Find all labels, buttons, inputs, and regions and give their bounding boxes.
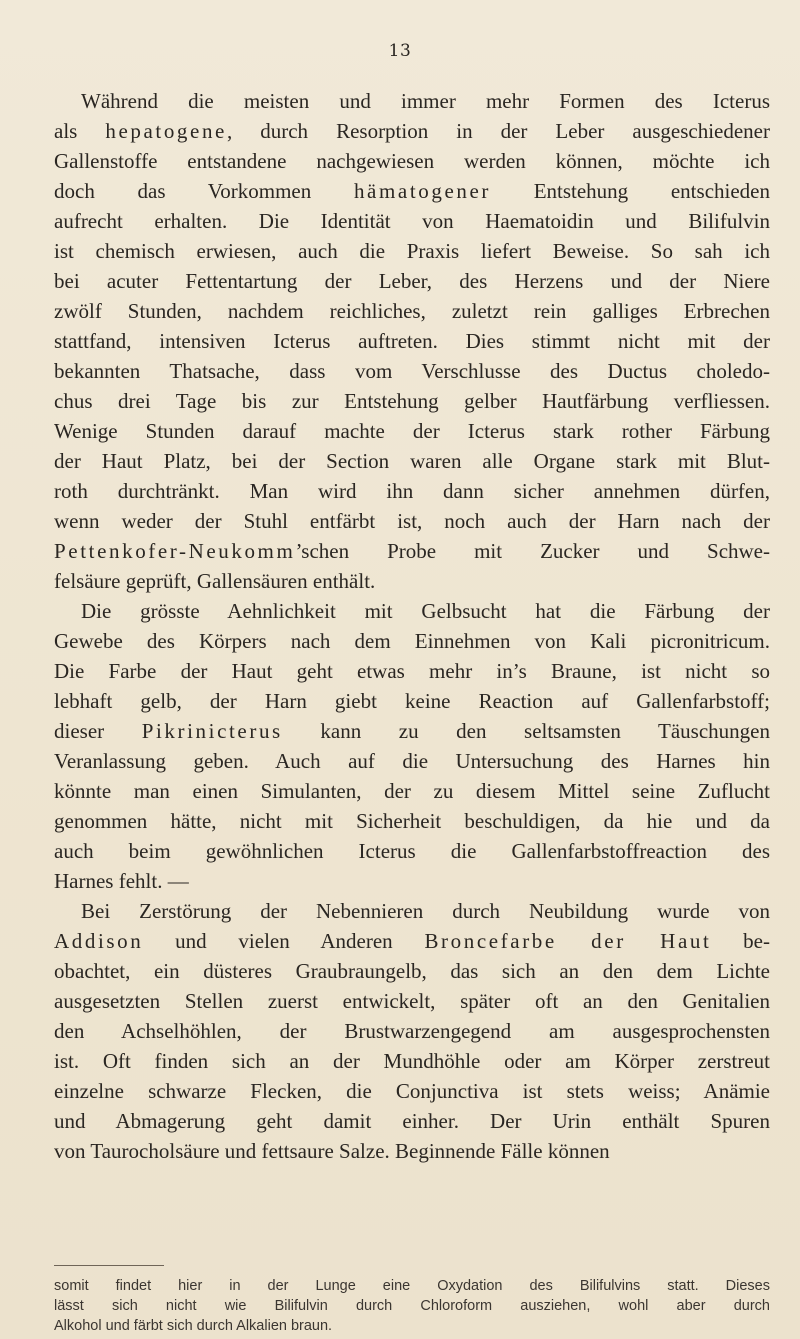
footnote-line: lässt sich nicht wie Bilifulvin durch Chloroform ausziehen, wohl aber durch	[54, 1298, 770, 1314]
text-line: Harnes fehlt. —	[54, 869, 189, 893]
spaced-emphasis: hepatogene	[105, 119, 227, 143]
text-line: auch beim gewöhnlichen Icterus die Gallenfarbstoffreaction des	[54, 839, 770, 863]
text-line: einzelne schwarze Flecken, die Conjunctiva ist stets weiss; Anämie	[54, 1079, 770, 1103]
text-segment: als	[54, 119, 106, 143]
text-segment: dieser	[54, 719, 142, 743]
text-line: Wenige Stunden darauf machte der Icterus stark rother Färbung	[54, 419, 770, 443]
spaced-emphasis: Broncefarbe der Haut	[424, 929, 712, 953]
text-line: ausgesetzten Stellen zuerst entwickelt, später oft an den Genitalien	[54, 989, 770, 1013]
text-line: Veranlassung geben. Auch auf die Untersuchung des Harnes hin	[54, 749, 770, 773]
text-segment: ’schen Probe mit Zucker und Schwe-	[295, 539, 770, 563]
text-line: Während die meisten und immer mehr Formen des Icterus	[81, 89, 770, 113]
text-line	[54, 176, 770, 206]
footnote-line: Alkohol und färbt sich durch Alkalien braun.	[54, 1318, 333, 1334]
spaced-emphasis: Pikrinicterus	[141, 719, 283, 743]
text-line: zwölf Stunden, nachdem reichliches, zuletzt rein galliges Erbrechen	[54, 299, 770, 323]
text-line: bekannten Thatsache, dass vom Verschlusse des Ductus choledo-	[54, 359, 770, 383]
text-line: lebhaft gelb, der Harn giebt keine Reaction auf Gallenfarbstoff;	[54, 689, 770, 713]
text-line	[54, 536, 770, 566]
text-line: obachtet, ein düsteres Graubraungelb, das sich an den dem Lichte	[54, 959, 770, 983]
text-line: ist chemisch erwiesen, auch die Praxis liefert Beweise. So sah ich	[54, 239, 770, 263]
text-line: stattfand, intensiven Icterus auftreten. Dies stimmt nicht mit der	[54, 329, 770, 353]
text-line: bei acuter Fettentartung der Leber, des Herzens und der Niere	[54, 269, 770, 293]
text-line: Gewebe des Körpers nach dem Einnehmen von Kali picronitricum.	[54, 629, 770, 653]
text-line: ist. Oft finden sich an der Mundhöhle oder am Körper zerstreut	[54, 1049, 770, 1073]
text-segment: kann zu den seltsamsten Täuschungen	[282, 719, 770, 743]
text-line: den Achselhöhlen, der Brustwarzengegend am ausgesprochensten	[54, 1019, 770, 1043]
page-number: 13	[388, 41, 412, 61]
spaced-emphasis: Addison	[54, 929, 144, 953]
text-line: chus drei Tage bis zur Entstehung gelber Hautfärbung verfliessen.	[54, 389, 770, 413]
footnote-line: somit findet hier in der Lunge eine Oxydation des Bilifulvins statt. Dieses	[54, 1278, 770, 1294]
text-segment: be-	[711, 929, 770, 953]
text-line	[54, 116, 770, 146]
text-line: wenn weder der Stuhl entfärbt ist, noch auch der Harn nach der	[54, 509, 770, 533]
body-text	[54, 86, 770, 1166]
text-line: roth durchtränkt. Man wird ihn dann sicher annehmen dürfen,	[54, 479, 770, 503]
spaced-emphasis: Pettenkofer-Neukomm	[54, 539, 296, 563]
text-line: Bei Zerstörung der Nebennieren durch Neubildung wurde von	[81, 899, 770, 923]
text-segment: , durch Resorption in der Leber ausgeschiedener	[226, 119, 770, 143]
text-line: felsäure geprüft, Gallensäuren enthält.	[54, 569, 376, 593]
text-line: Gallenstoffe entstandene nachgewiesen werden können, möchte ich	[54, 149, 770, 173]
text-line	[54, 926, 770, 956]
footnote	[54, 1276, 770, 1336]
text-line: könnte man einen Simulanten, der zu diesem Mittel seine Zuflucht	[54, 779, 770, 803]
text-line	[54, 716, 770, 746]
text-line: der Haut Platz, bei der Section waren alle Organe stark mit Blut-	[54, 449, 770, 473]
text-line: Die Farbe der Haut geht etwas mehr in’s Braune, ist nicht so	[54, 659, 770, 683]
text-segment: Entstehung entschieden	[491, 179, 770, 203]
text-line: von Taurocholsäure und fettsaure Salze. Beginnende Fälle können	[54, 1139, 610, 1163]
footnote-divider	[54, 1265, 164, 1266]
text-line: und Abmagerung geht damit einher. Der Urin enthält Spuren	[54, 1109, 770, 1133]
text-line: genommen hätte, nicht mit Sicherheit beschuldigen, da hie und da	[54, 809, 770, 833]
text-line: Die grösste Aehnlichkeit mit Gelbsucht hat die Färbung der	[81, 599, 770, 623]
text-segment: doch das Vorkommen	[54, 179, 354, 203]
text-line: aufrecht erhalten. Die Identität von Haematoidin und Bilifulvin	[54, 209, 770, 233]
spaced-emphasis: hämatogener	[353, 179, 491, 203]
text-segment: und vielen Anderen	[143, 929, 425, 953]
